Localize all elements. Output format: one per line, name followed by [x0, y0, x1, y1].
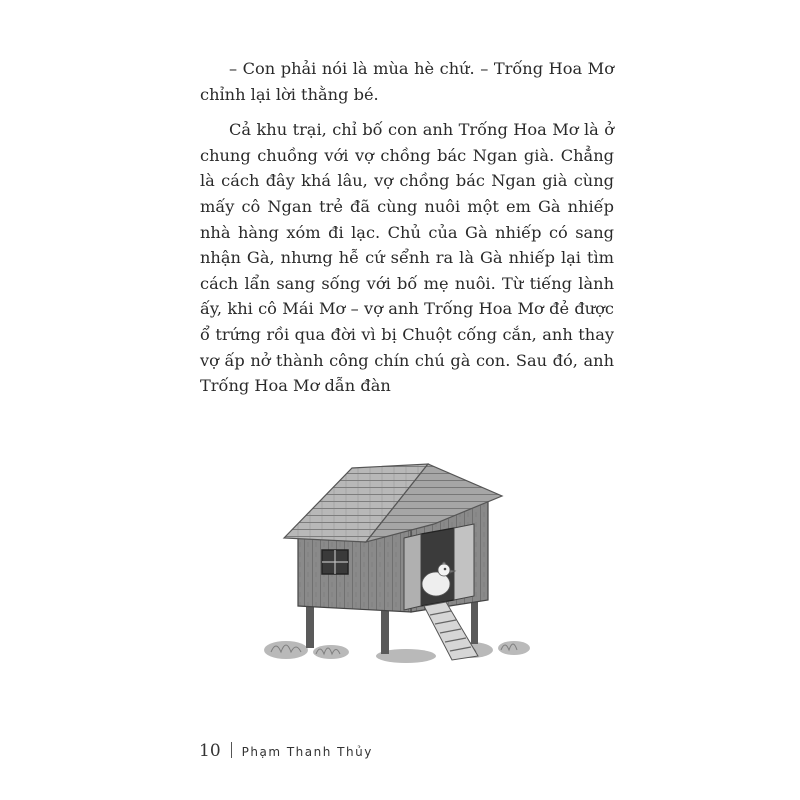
footer-separator [231, 742, 232, 758]
paragraph-1: – Con phải nói là mùa hè chứ. – Trống Hoa Mơ chỉnh lại lời thằng bé. [200, 59, 614, 104]
grass-shrubs [264, 641, 530, 663]
body-text [200, 56, 614, 409]
author-name: Phạm Thanh Thủy [241, 745, 373, 759]
page-number: 10 [199, 741, 221, 761]
page-footer [199, 740, 373, 761]
chicken-coop-illustration [256, 460, 536, 680]
paragraph-2: Cả khu trại, chỉ bố con anh Trống Hoa Mơ là ở chung chuồng với vợ chồng bác Ngan già. Chẳng là cách đây khá lâu, vợ chồng bác Ngan già cùng mấy cô Ngan trẻ đã cùng nuôi một em Gà nhiếp nhà hàng xóm đi lạc. Chủ của Gà nhiếp có sang nhận Gà, nhưng hễ cứ sểnh ra là Gà nhiếp lại tìm cách lẩn sang sống với bố mẹ nuôi. Từ tiếng lành ấy, khi cô Mái Mơ – vợ anh Trống Hoa Mơ đẻ được ổ trứng rồi qua đời vì bị Chuột cống cắn, anh thay vợ ấp nở thành công chín chú gà con. Sau đó, anh Trống Hoa Mơ dẫn đàn [200, 120, 614, 396]
